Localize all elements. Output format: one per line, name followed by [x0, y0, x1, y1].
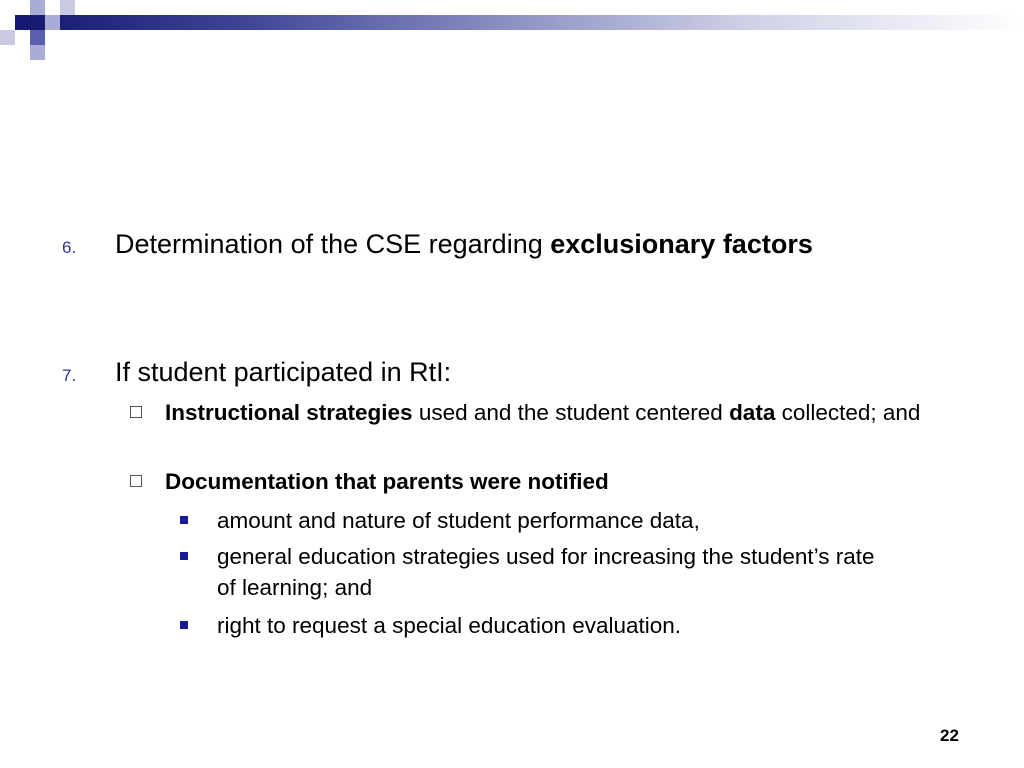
sub-1-mid-text: used and the student centered — [412, 400, 730, 425]
bullet-item: general education strategies used for increasing the student’s rate of learning; and — [217, 544, 875, 600]
sub-1-bold-2: data — [729, 400, 776, 425]
sub-item-documentation — [165, 466, 955, 497]
list-number-6: 6. — [62, 238, 77, 257]
filled-square-bullet — [180, 516, 188, 524]
item-6-bold-text: exclusionary factors — [550, 229, 813, 259]
list-item-6 — [115, 226, 905, 262]
sub-1-tail-text: collected; and — [775, 400, 921, 425]
hollow-square-bullet — [130, 475, 142, 487]
bullet-item: amount and nature of student performance data, — [217, 508, 700, 533]
bullet-item: right to request a special education evaluation. — [217, 613, 682, 638]
hollow-square-bullet — [130, 406, 142, 418]
filled-square-bullet — [180, 552, 188, 560]
sub-1-bold-1: Instructional strategies — [165, 400, 413, 425]
sub-2-bold: Documentation that parents were notified — [165, 469, 609, 494]
item-6-text: Determination of the CSE regarding — [115, 229, 551, 259]
list-number-7: 7. — [62, 366, 77, 385]
list-item-7: If student participated in RtI: — [115, 357, 452, 387]
filled-square-bullet — [180, 621, 188, 629]
sub-item-instructional — [165, 397, 955, 428]
page-number: 22 — [940, 726, 959, 745]
